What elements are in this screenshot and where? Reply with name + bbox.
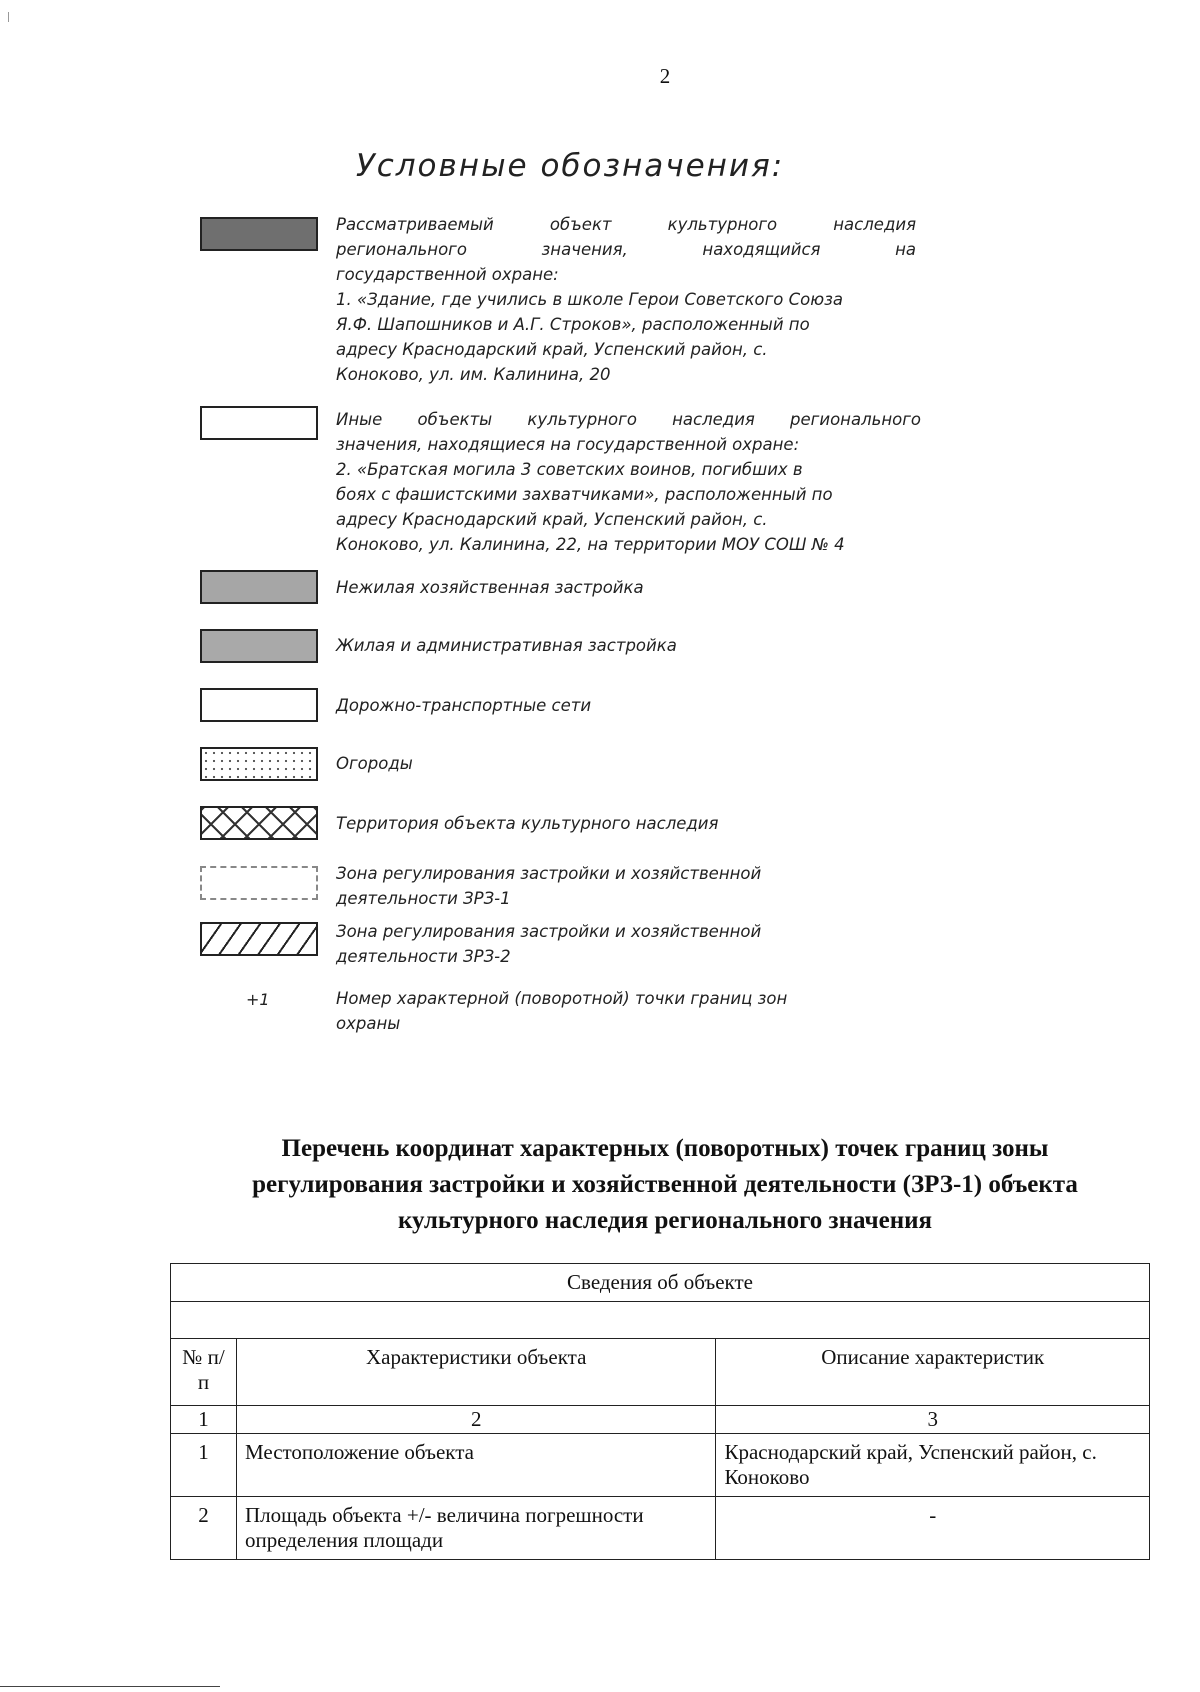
legend-item-10-text: Номер характерной (поворотной) точки границ зон охраны	[336, 989, 788, 1033]
legend-item-6-text: Огороды	[336, 754, 413, 773]
scan-edge-mark	[8, 12, 9, 22]
table-caption: Сведения об объекте	[171, 1264, 1150, 1302]
legend-swatch-considered-heritage-object	[200, 217, 318, 251]
table-empty-cell	[171, 1302, 1150, 1339]
row-number: 1	[171, 1434, 237, 1497]
legend-item-8-text: Зона регулирования застройки и хозяйственной деятельности ЗРЗ-1	[336, 864, 762, 908]
legend-swatch-nonresidential-buildings	[200, 570, 318, 604]
legend-item-7-text: Территория объекта культурного наследия	[336, 814, 719, 833]
legend-swatch-gardens	[200, 747, 318, 781]
object-info-table	[170, 1263, 1150, 1560]
legend-item-2-text: Иные объекты культурного наследия регионального значения, находящиеся на государственной охране: 2. «Братская могила 3 советских воинов, погибших в боях с фашистскими захватчиками», расположенный по адресу Краснодарский край, Успенский район, с. Коноково, ул. Калинина, 22, на территории МОУ СОШ № 4	[336, 410, 921, 554]
legend-item-4-text: Жилая и административная застройка	[336, 636, 677, 655]
table-row	[171, 1434, 1150, 1497]
turning-point-marker: +1	[246, 990, 270, 1009]
legend-item-3-text: Нежилая хозяйственная застройка	[336, 578, 644, 597]
row-characteristic: Местоположение объекта	[236, 1434, 716, 1497]
header-characteristics: Характеристики объекта	[236, 1339, 716, 1406]
table-header-row	[171, 1339, 1150, 1406]
legend-item-9-text: Зона регулирования застройки и хозяйственной деятельности ЗРЗ-2	[336, 922, 762, 966]
header-number: № п/п	[171, 1339, 237, 1406]
legend-item-5-text: Дорожно-транспортные сети	[336, 696, 592, 715]
table-column-number-row	[171, 1406, 1150, 1434]
section-title: Перечень координат характерных (поворотных) точек границ зоны регулирования застройки и хозяйственной деятельности (ЗРЗ-1) объекта культурного наследия регионального значения	[252, 1135, 1078, 1234]
footnote-separator	[0, 1686, 220, 1687]
row-characteristic: Площадь объекта +/- величина погрешности определения площади	[236, 1497, 716, 1560]
header-description: Описание характеристик	[716, 1339, 1150, 1406]
legend-swatch-zrz-2	[200, 922, 318, 956]
column-number: 1	[171, 1406, 237, 1434]
legend-swatch-road-networks	[200, 688, 318, 722]
table-caption-row	[171, 1264, 1150, 1302]
legend-swatch-other-heritage-objects	[200, 406, 318, 440]
column-number: 2	[236, 1406, 716, 1434]
table-row	[171, 1497, 1150, 1560]
row-description: Краснодарский край, Успенский район, с. Коноково	[716, 1434, 1150, 1497]
column-number: 3	[716, 1406, 1150, 1434]
legend-item-1-text: Рассматриваемый объект культурного наследия регионального значения, находящийся на государственной охране: 1. «Здание, где учились в школе Герои Советского Союза Я.Ф. Шапошников и А.Г. Строков», расположенный по адресу Краснодарский край, Успенский район, с. Коноково, ул. им. Калинина, 20	[336, 215, 916, 384]
page-number: 2	[659, 64, 671, 88]
legend-swatch-zrz-1	[200, 866, 318, 900]
table-spacer-row	[171, 1302, 1150, 1339]
legend-swatch-heritage-territory	[200, 806, 318, 840]
legend-title: Условные обозначения:	[355, 148, 785, 184]
row-number: 2	[171, 1497, 237, 1560]
legend-swatch-residential-buildings	[200, 629, 318, 663]
row-description: -	[716, 1497, 1150, 1560]
